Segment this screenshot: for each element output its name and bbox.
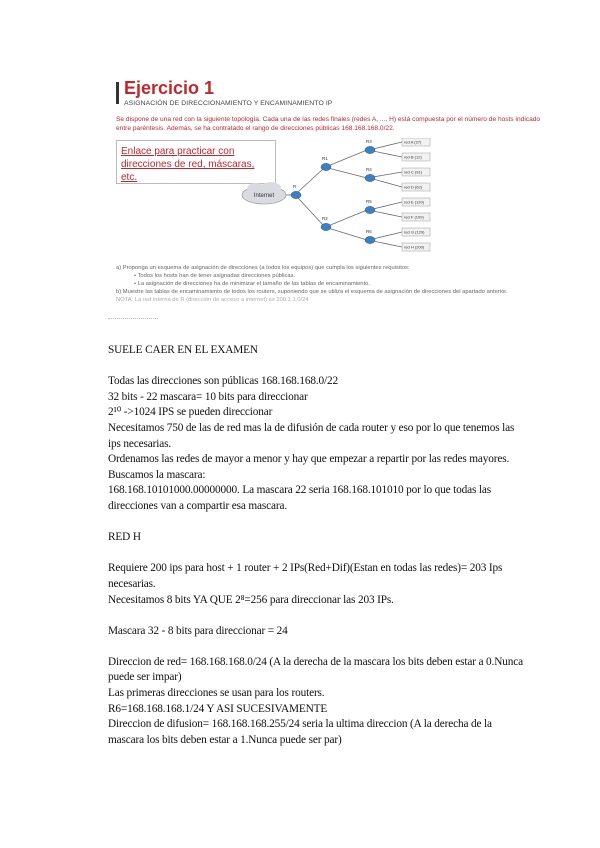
section-heading: RED H [108, 531, 141, 544]
text-line: 168.168.10101000.00000000. La mascara 22 seria 168.168.101010 por lo que todas las direcciones van a compartir esa mascara. [108, 484, 492, 512]
text-line: Necesitamos 750 de las de red mas la de difusión de cada router y eso por lo que tenemos las ips necesarias. [108, 421, 515, 450]
text-line: Mascara 32 - 8 bits para direccionar = 24 [108, 624, 288, 637]
router-label: R4 [366, 167, 372, 172]
router-r-icon [291, 191, 301, 198]
net-label: red B (12) [404, 154, 422, 160]
exercise-title: Ejercicio 1 [124, 78, 215, 98]
router-r4-icon [365, 174, 375, 181]
text-line: Las primeras direcciones se usan para los routers. [108, 687, 325, 700]
item-a: a) Proponga un esquema de asignación de direcciones (a todos los equipos) que cumpla los siguientes requisitos: [116, 265, 410, 271]
item-b: b) Muestre las tablas de encaminamiento de todos los routers, suponiendo que se utiliza el esquema de asignación de direcciones del apartado anterior. [116, 289, 508, 295]
net-label: red E (120) [404, 199, 425, 205]
exercise-figure [108, 68, 548, 340]
router-label: R6 [366, 229, 372, 234]
heading: SUELE CAER EN EL EXAMEN [108, 344, 258, 356]
net-label: red F (109) [404, 214, 424, 220]
router-label: R2 [322, 216, 328, 221]
text-line: Ordenamos las redes de mayor a menor y hay que empezar a repartir por las redes mayores. [108, 453, 510, 466]
text-line: R6=168.168.168.1/24 Y ASI SUCESIVAMENTE [108, 702, 328, 715]
net-label: red A (27) [404, 139, 422, 145]
router-r5-icon [365, 206, 375, 213]
internet-cloud [242, 182, 286, 204]
text-line: Necesitamos 8 bits YA QUE 2⁸=256 para direccionar las 203 IPs. [108, 593, 394, 606]
text-line: Requiere 200 ips para host + 1 router + 2 IPs(Red+Dif)(Estan en todas las redes)= 203 Ips necesarias. [108, 562, 503, 590]
exercise-statement: Se dispone de una red con la siguiente topología. Cada una de las redes finales (redes A, ..., H) está compuesta por el número de hosts indicado entre paréntesis. Además, se ha contratado el rango de direcciones públicas 168.168.168.0/22. [116, 116, 541, 132]
router-r6-icon [365, 236, 375, 243]
practice-link[interactable]: Enlace para practicar con direcciones de red, máscaras, etc. [121, 146, 255, 183]
net-label: red C (91) [404, 169, 423, 175]
text-line: Buscamos la mascara: [108, 468, 206, 481]
notes-body [108, 343, 528, 748]
text-line: 2¹⁰ ->1024 IPS se pueden direccionar [108, 406, 273, 419]
text-line: 32 bits - 22 mascara= 10 bits para direccionar [108, 390, 308, 403]
internet-label: Internet [253, 193, 275, 199]
router-r1-icon [321, 163, 331, 170]
bullet: • La asignación de direcciones ha de minimizar el tamaño de las tablas de encaminamiento. [134, 281, 370, 287]
router-label: R5 [366, 199, 372, 204]
router-label: R3 [366, 139, 372, 144]
net-label: red G (129) [404, 229, 425, 235]
network-topology-diagram [224, 138, 520, 258]
net-label: red H (200) [404, 244, 425, 250]
router-label: R1 [322, 156, 328, 161]
router-r2-icon [321, 223, 331, 230]
text-line: Todas las direcciones son públicas 168.168.168.0/22 [108, 375, 339, 388]
net-label: red D (62) [404, 184, 423, 190]
exercise-subtitle: ASIGNACIÓN DE DIRECCIONAMIENTO Y ENCAMINAMIENTO IP [124, 100, 333, 107]
text-line: Direccion de red= 168.168.168.0/24 (A la derecha de la mascara los bits deben estar a 0.Nunca puede ser impar) [108, 655, 523, 684]
text-line: Direccion de difusion= 168.168.168.255/24 seria la ultima direccion (A la derecha de la mascara los bits deben estar a 1.Nunca puede ser par) [108, 718, 492, 746]
title-accent-bar [116, 82, 119, 104]
figure-cut-mark [108, 318, 158, 325]
exercise-requirements [116, 264, 546, 304]
bullet: • Todos los hosts han de tener asignadas direcciones públicas. [134, 273, 296, 279]
router-label: R [293, 184, 297, 189]
exercise-note: NOTA: La red interna de R (dirección de acceso a internet) es 200.1.1.0/24 [116, 297, 309, 303]
router-r3-icon [365, 146, 375, 153]
topology-links [284, 142, 402, 247]
